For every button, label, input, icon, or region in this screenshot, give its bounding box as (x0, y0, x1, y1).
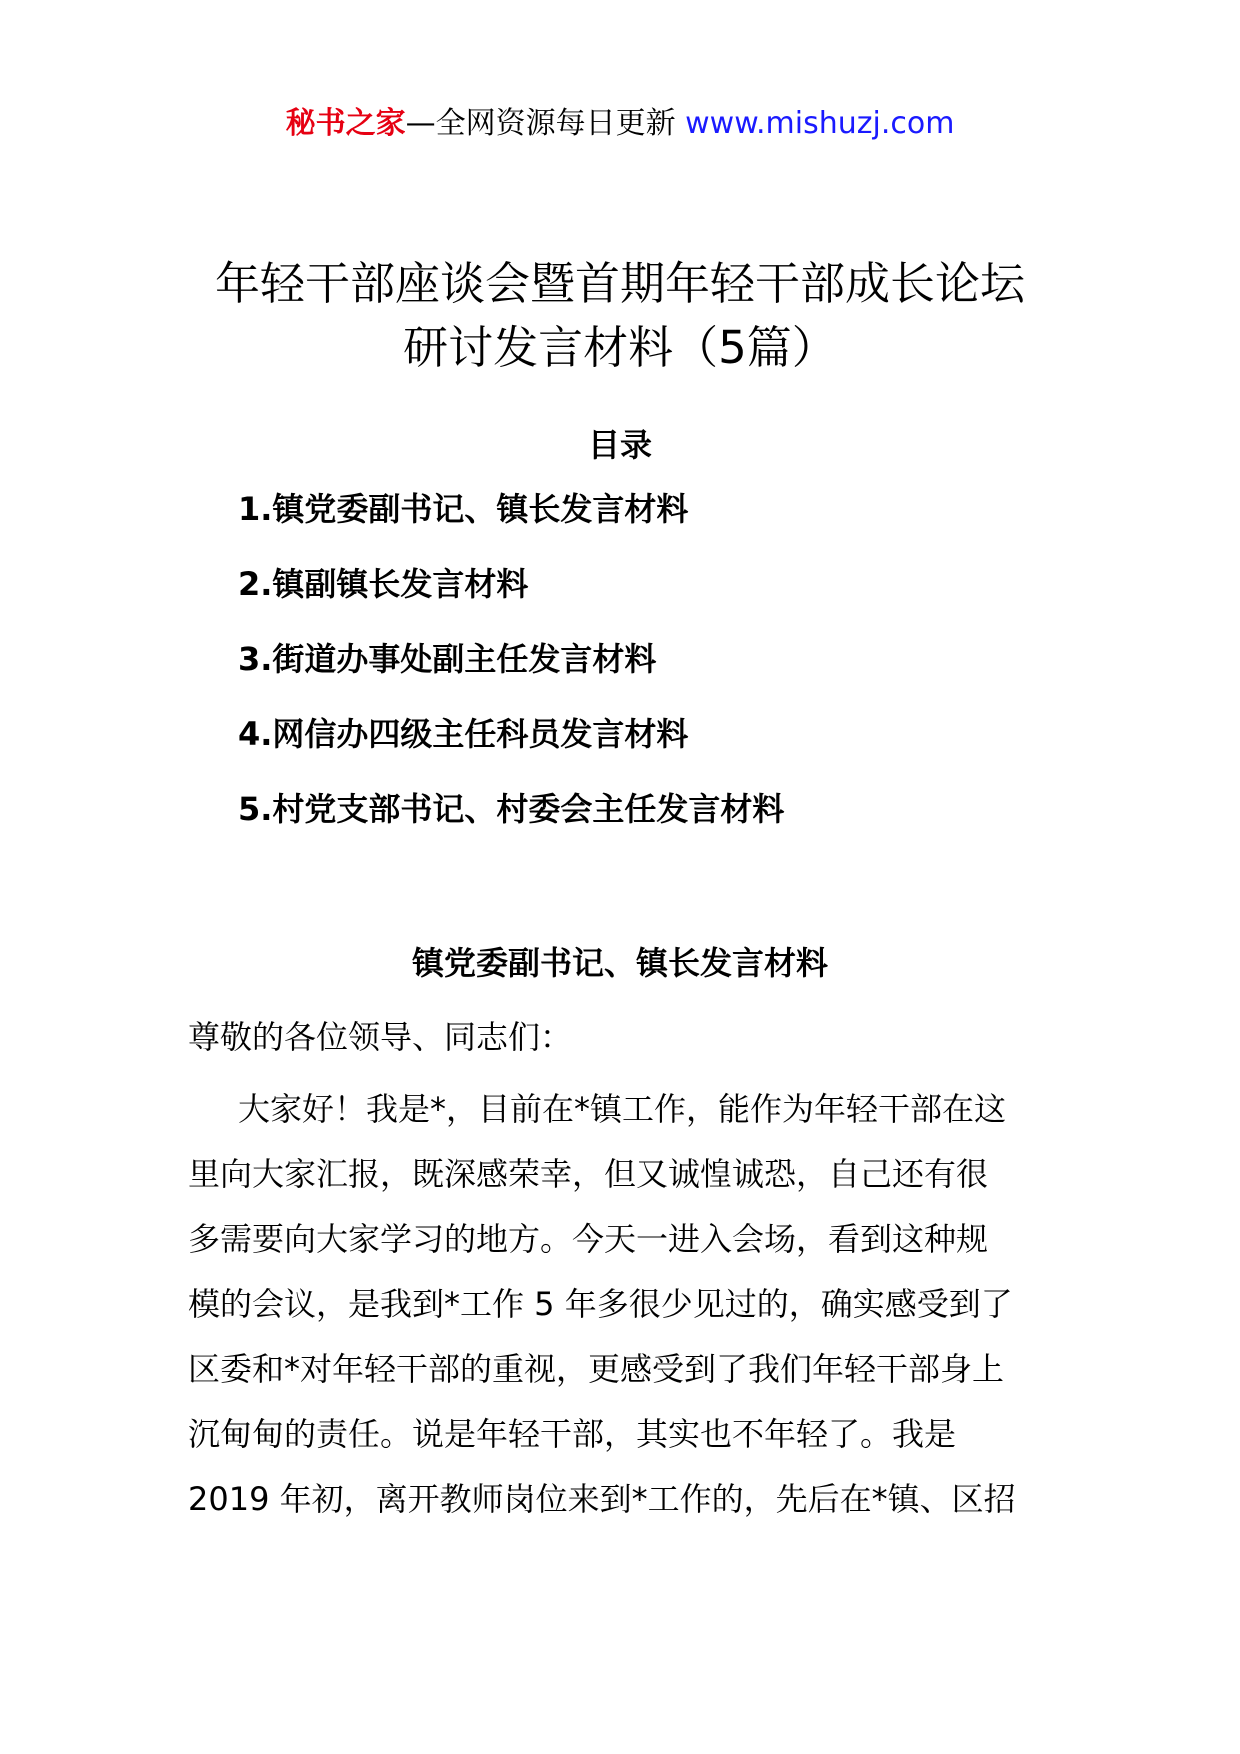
section-title: 镇党委副书记、镇长发言材料 (411, 944, 828, 982)
body-line: 里向大家汇报，既深感荣幸，但又诚惶诚恐，自己还有很 (188, 1155, 989, 1193)
body-line: 大家好！我是*，目前在*镇工作，能作为年轻干部在这 (238, 1090, 1007, 1128)
site-header (0, 98, 1240, 150)
salutation: 尊敬的各位领导、同志们： (188, 1018, 573, 1056)
title-line-1: 年轻干部座谈会暨首期年轻干部成长论坛 (214, 257, 1025, 310)
body-line: 沉甸甸的责任。说是年轻干部，其实也不年轻了。我是 (188, 1415, 957, 1453)
body-line: 2019 年初，离开教师岗位来到*工作的，先后在*镇、区招 (188, 1480, 1016, 1518)
title-line-2: 研讨发言材料（5篇） (403, 321, 837, 374)
toc-item-3: 3.街道办事处副主任发言材料 (238, 640, 657, 678)
brand-name: 秘书之家 (285, 106, 406, 141)
body-paragraph (188, 1086, 1058, 1541)
toc-item-4: 4.网信办四级主任科员发言材料 (238, 715, 689, 753)
toc-item-1: 1.镇党委副书记、镇长发言材料 (238, 490, 689, 528)
document-title (0, 252, 1240, 380)
toc-item-2: 2.镇副镇长发言材料 (238, 565, 529, 603)
body-line: 模的会议，是我到*工作 5 年多很少见过的，确实感受到了 (188, 1285, 1013, 1323)
toc-item-5: 5.村党支部书记、村委会主任发言材料 (238, 790, 785, 828)
site-url-link[interactable]: www.mishuzj.com (685, 106, 955, 141)
toc-heading: 目录 (587, 426, 652, 464)
toc-list (238, 486, 1138, 861)
body-line: 区委和*对年轻干部的重视，更感受到了我们年轻干部身上 (188, 1350, 1005, 1388)
body-line: 多需要向大家学习的地方。今天一进入会场，看到这种规 (188, 1220, 989, 1258)
header-slogan: —全网资源每日更新 (405, 106, 686, 141)
